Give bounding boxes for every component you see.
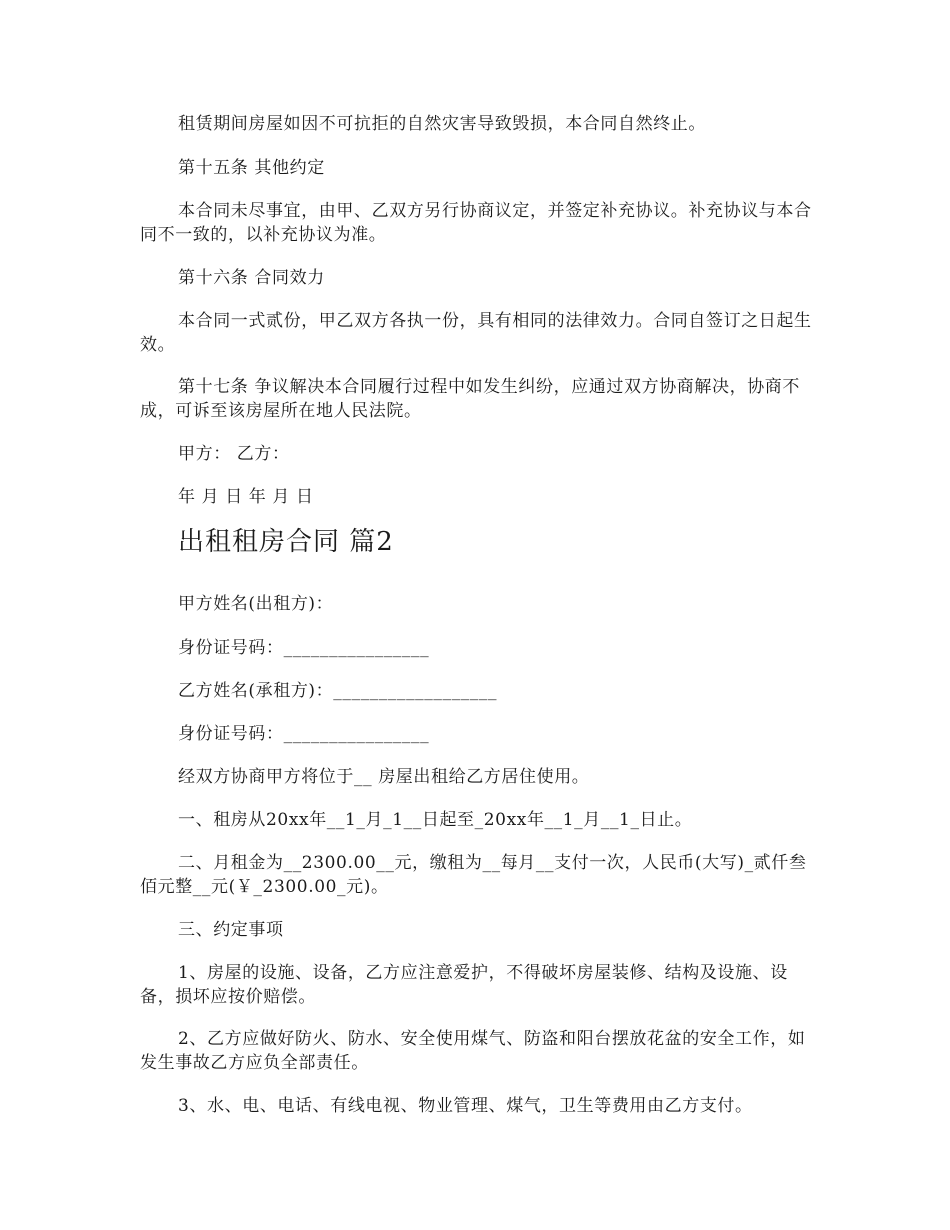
monthly-rent: 二、月租金为__2300.00__元，缴租为__每月__支付一次，人民币(大写)_贰仟叁佰元整__元(￥_2300.00_元)。 [140, 853, 807, 897]
item-1-facilities: 1、房屋的设施、设备，乙方应注意爱护，不得破坏房屋装修、结构及设施、设备，损坏应按价赔偿。 [140, 963, 788, 1007]
signature-parties: 甲方： 乙方： [178, 444, 290, 464]
tenant-name: 乙方姓名(承租方)：__________________ [178, 681, 498, 701]
lease-period: 一、租房从20xx年__1_月_1__日起至_20xx年__1_月__1_日止。 [178, 810, 693, 830]
property-location: 经双方协商甲方将位于__ 房屋出租给乙方居住使用。 [178, 767, 590, 787]
article-17-dispute: 第十七条 争议解决本合同履行过程中如发生纠纷，应通过双方协商解决，协商不成，可诉至该房屋所在地人民法院。 [140, 377, 801, 421]
section-title: 出租租房合同 篇2 [178, 527, 394, 557]
tenant-id: 身份证号码：________________ [178, 724, 430, 744]
paragraph-other-terms: 本合同未尽事宜，由甲、乙双方另行协商议定，并签定补充协议。补充协议与本合同不一致的，以补充协议为准。 [140, 201, 812, 245]
article-16-title: 第十六条 合同效力 [178, 268, 325, 288]
article-15-title: 第十五条 其他约定 [178, 158, 325, 178]
paragraph-termination: 租赁期间房屋如因不可抗拒的自然灾害导致毁损，本合同自然终止。 [178, 114, 706, 134]
item-3-utilities: 3、水、电、电话、有线电视、物业管理、煤气，卫生等费用由乙方支付。 [178, 1096, 753, 1116]
item-2-safety: 2、乙方应做好防火、防水、安全使用煤气、防盗和阳台摆放花盆的安全工作，如发生事故乙方应负全部责任。 [140, 1029, 806, 1073]
signature-dates: 年 月 日 年 月 日 [178, 487, 314, 507]
landlord-id: 身份证号码：________________ [178, 638, 430, 658]
agreed-matters-title: 三、约定事项 [178, 920, 284, 940]
paragraph-effectiveness: 本合同一式贰份，甲乙双方各执一份，具有相同的法律效力。合同自签订之日起生效。 [140, 311, 812, 355]
landlord-name: 甲方姓名(出租方)： [178, 594, 334, 614]
